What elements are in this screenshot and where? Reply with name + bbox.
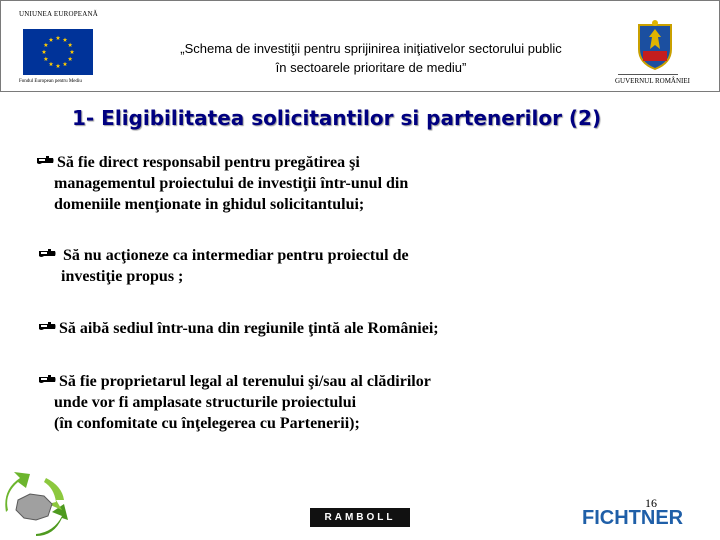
bullet-line: Să aibă sediul într-una din regiunile ţintă ale României; [38,318,439,339]
pointing-hand-icon [38,374,56,385]
bullet-item [38,245,409,287]
gov-divider [618,74,678,75]
eu-fund-label: Fondul European pentru Mediu [19,79,82,84]
eu-flag-icon [23,29,93,75]
bullet-item [38,318,439,339]
bullet-line: domeniile menţionate in ghidul solicitantului; [54,196,365,213]
scheme-title-line2: în sectoarele prioritare de mediu” [275,60,467,75]
bullet-item [38,371,431,434]
recycle-romania-icon [0,470,70,538]
bullet-line: investiţie propus ; [61,268,184,285]
gov-label: GUVERNUL ROMÂNIEI [615,77,690,85]
ramboll-logo: RAMBOLL [310,508,410,527]
bullet-item [36,152,408,215]
header-banner [0,0,720,92]
bullet-line: Să nu acţioneze ca intermediar pentru proiectul de [38,245,409,266]
fichtner-logo: FICHTNER [582,507,684,529]
pointing-hand-icon [38,321,56,332]
bullet-line: Să fie proprietarul legal al terenului şi/sau al clădirilor [38,371,431,392]
bullet-line: (în confomitate cu înţelegerea cu Partenerii); [54,415,360,432]
romania-coat-of-arms-icon [635,19,675,71]
scheme-title-line1: „Schema de investiţii pentru sprijinirea iniţiativelor sectorului public [180,41,562,56]
bullet-line: Să fie direct responsabil pentru pregătirea şi [36,152,408,173]
page-number: 16 [645,496,657,510]
slide-title: 1- Eligibilitatea solicitantilor si partenerilor (2) [72,106,602,130]
bullet-line: unde vor fi amplasate structurile proiectului [54,394,357,411]
scheme-title [131,39,611,77]
bullet-line: managementul proiectului de investiţii într-unul din [54,175,409,192]
pointing-hand-icon [38,248,56,259]
pointing-hand-icon [36,155,54,166]
eu-label: UNIUNEA EUROPEANĂ [19,10,99,18]
